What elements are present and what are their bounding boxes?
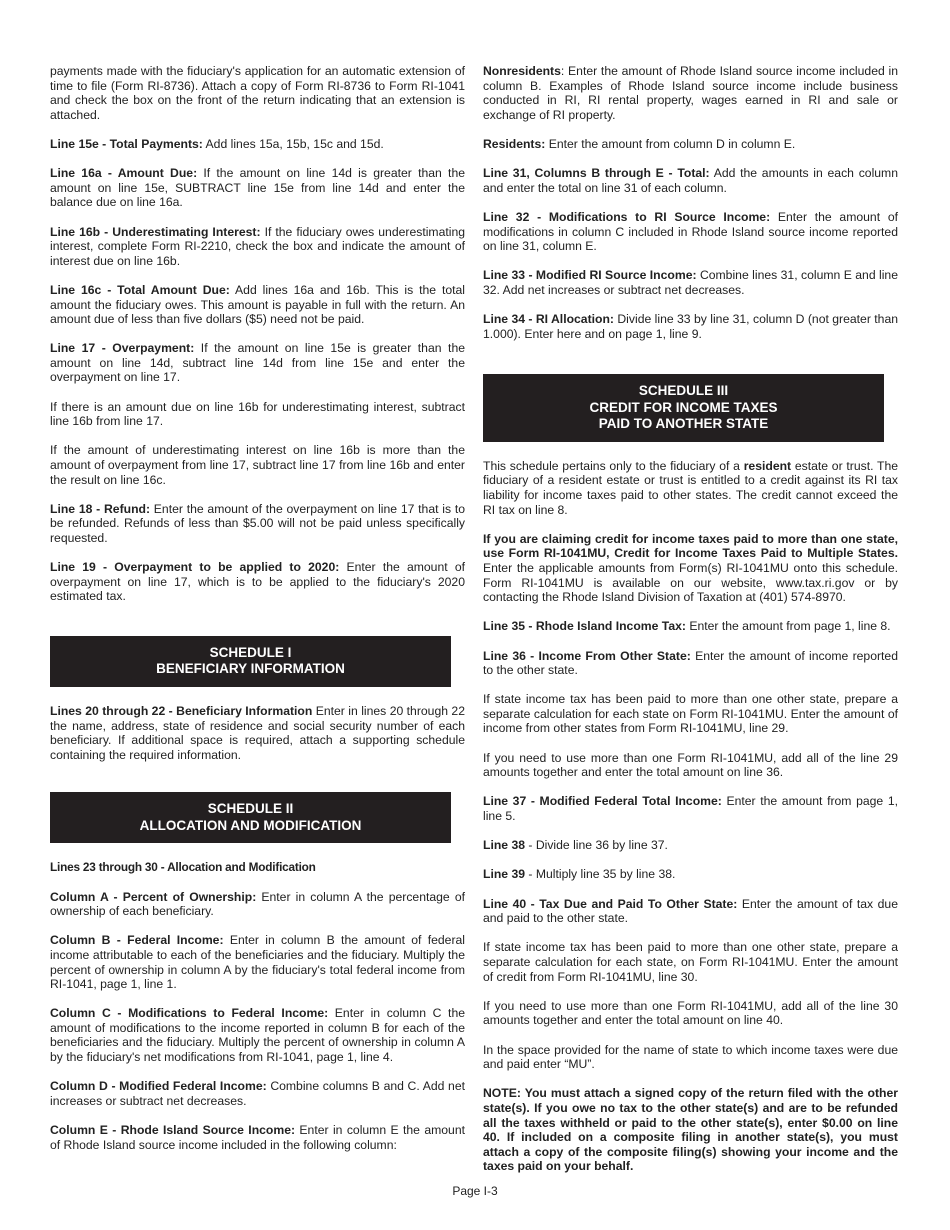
- line-37-instruction: Line 37 - Modified Federal Total Income: Enter the amount from page 1, line 5.: [483, 794, 898, 824]
- schedule-1-banner: SCHEDULE I BENEFICIARY INFORMATION: [50, 636, 451, 687]
- column-a-instruction: Column A - Percent of Ownership: Enter in column A the percentage of ownership of each beneficiary.: [50, 889, 465, 919]
- column-d-instruction: Column D - Modified Federal Income: Combine columns B and C. Add net increases or subtract net decreases.: [50, 1079, 466, 1108]
- line-16c-instruction: Line 16c - Total Amount Due: Add lines 16a and 16b. This is the total amount the fiduciary owes. This amount is payable in full with the return. An amount due of less than five dollars ($5) need not be paid.: [50, 282, 465, 327]
- line-34-instruction: Line 34 - RI Allocation: Divide line 33 by line 31, column D (not greater than 1.000). Enter here and on page 1, line 9.: [483, 312, 898, 341]
- line-16b-instruction: Line 16b - Underestimating Interest: If the fiduciary owes underestimating interest, complete Form RI-2210, check the box and indicate the amount of interest due on line 16b.: [50, 224, 465, 268]
- underestimating-interest-paragraph-2: If the amount of underestimating interest on line 16b is more than the amount of overpayment from line 17, subtract line 17 from line 16b and enter the result on line 16c.: [50, 443, 465, 487]
- line-36-paragraph-b: If you need to use more than one Form RI-1041MU, add all of the line 29 amounts together and enter the total amount on line 36.: [483, 750, 898, 780]
- page-number: Page I-3: [452, 1184, 498, 1198]
- schedule-2-banner: SCHEDULE II ALLOCATION AND MODIFICATION: [50, 792, 451, 843]
- attachment-note: NOTE: You must attach a signed copy of the return filed with the other state(s). If you owe no tax to the other state(s) and are to be refunded all the taxes withheld or paid to the other state(s), enter $0.00 on line 40. If included on a composite filing in another state(s), you must attach a copy of the composite filing(s) showing your income and the taxes paid on your behalf.: [483, 1086, 898, 1174]
- column-e-instruction: Column E - Rhode Island Source Income: Enter in column E the amount of Rhode Island source income included in the following column:: [50, 1123, 465, 1152]
- line-18-instruction: Line 18 - Refund: Enter the amount of the overpayment on line 17 that is to be refunded. Refunds of less than $5.00 will not be paid unless specifically requested.: [50, 501, 465, 545]
- line-36-paragraph-a: If state income tax has been paid to more than one other state, prepare a separate calculation for each state on Form RI-1041MU. Enter the amount of income from other states from Form RI-1041MU, line 29.: [483, 692, 898, 736]
- nonresidents-instruction: Nonresidents: Enter the amount of Rhode Island source income included in column B. Examples of Rhode Island source income include business conducted in RI, RI rental property, wages earned in RI and sale or exchange of RI property.: [483, 64, 898, 122]
- lines-20-22-instruction: Lines 20 through 22 - Beneficiary Information Enter in lines 20 through 22 the name, address, state of residence and social security number of each beneficiary. If additional space is required, attach a supporting schedule containing the required information.: [50, 703, 465, 762]
- line-38-instruction: Line 38 - Divide line 36 by line 37.: [483, 838, 668, 853]
- line-33-instruction: Line 33 - Modified RI Source Income: Combine lines 31, column E and line 32. Add net increases or subtract net decreases.: [483, 268, 898, 297]
- multiple-states-instruction: If you are claiming credit for income taxes paid to more than one state, use Form RI-1041MU, Credit for Income Taxes Paid to Multiple States. Enter the applicable amounts from Form(s) RI-1041MU onto this schedule. Form RI-1041MU is available on our website, www.tax.ri.gov or by contacting the Rhode Island Division of Taxation at (401) 574-8970.: [483, 531, 898, 605]
- schedule-3-intro: This schedule pertains only to the fiduciary of a resident estate or trust. The fiduciary of a resident estate or trust is entitled to a credit against its RI tax liability for income taxes paid to other states. The credit cannot exceed the RI tax on line 8.: [483, 458, 899, 517]
- lines-23-30-heading: Lines 23 through 30 - Allocation and Modification: [50, 860, 316, 875]
- line-31-instruction: Line 31, Columns B through E - Total: Add the amounts in each column and enter the total on line 31 of each column.: [483, 166, 898, 195]
- line-17-instruction: Line 17 - Overpayment: If the amount on line 15e is greater than the amount on line 14d, subtract line 14d from line 15e and enter the overpayment on line 17.: [50, 341, 465, 385]
- mu-paragraph: In the space provided for the name of state to which income taxes were due and paid enter “MU”.: [483, 1042, 898, 1072]
- residents-instruction: Residents: Enter the amount from column D in column E.: [483, 136, 796, 151]
- left-column: [50, 64, 465, 1167]
- line-40-paragraph-b: If you need to use more than one Form RI-1041MU, add all of the line 30 amounts together and enter the total amount on line 40.: [483, 998, 898, 1028]
- line-35-instruction: Line 35 - Rhode Island Income Tax: Enter the amount from page 1, line 8.: [483, 619, 891, 634]
- line-40-instruction: Line 40 - Tax Due and Paid To Other State: Enter the amount of tax due and paid to the other state.: [483, 896, 898, 926]
- extension-paragraph: payments made with the fiduciary's application for an automatic extension of time to file (Form RI-8736). Attach a copy of Form RI-8736 to Form RI-1041 and check the box on the front of the return indicating that an extension is attached.: [50, 64, 465, 122]
- line-16a-instruction: Line 16a - Amount Due: If the amount on line 14d is greater than the amount on line 15e, SUBTRACT line 15e from line 14d and enter the balance due on line 16a.: [50, 166, 466, 210]
- line-36-instruction: Line 36 - Income From Other State: Enter the amount of income reported to the other state.: [483, 648, 898, 678]
- right-column: [483, 64, 898, 1188]
- column-c-instruction: Column C - Modifications to Federal Income: Enter in column C the amount of modifications to the income reported in column B for each of the beneficiaries and the fiduciary. Multiply the percent of ownership in column A by the fiduciary's net modifications from RI-1041, page 1, line 4.: [50, 1006, 465, 1065]
- schedule-3-banner: SCHEDULE III CREDIT FOR INCOME TAXES PAID TO ANOTHER STATE: [483, 374, 884, 442]
- line-15e-instruction: Line 15e - Total Payments: Add lines 15a, 15b, 15c and 15d.: [50, 136, 384, 151]
- underestimating-interest-paragraph-1: If there is an amount due on line 16b for underestimating interest, subtract line 16b from line 17.: [50, 399, 465, 429]
- line-32-instruction: Line 32 - Modifications to RI Source Income: Enter the amount of modifications in column C included in Rhode Island source income reported on line 31, column E.: [483, 209, 898, 254]
- line-40-paragraph-a: If state income tax has been paid to more than one other state, prepare a separate calculation for each state, on Form RI-1041MU. Enter the amount of credit from Form RI-1041MU, line 30.: [483, 940, 898, 984]
- line-39-instruction: Line 39 - Multiply line 35 by line 38.: [483, 867, 676, 882]
- line-19-instruction: Line 19 - Overpayment to be applied to 2020: Enter the amount of overpayment on line 17, which is to be applied to the fiduciary's 2020 estimated tax.: [50, 560, 465, 604]
- column-b-instruction: Column B - Federal Income: Enter in column B the amount of federal income attributable to each of the beneficiaries and the fiduciary. Multiply the percent of ownership in column A by the fiduciary's total federal income from RI-1041, page 1, line 1.: [50, 933, 465, 992]
